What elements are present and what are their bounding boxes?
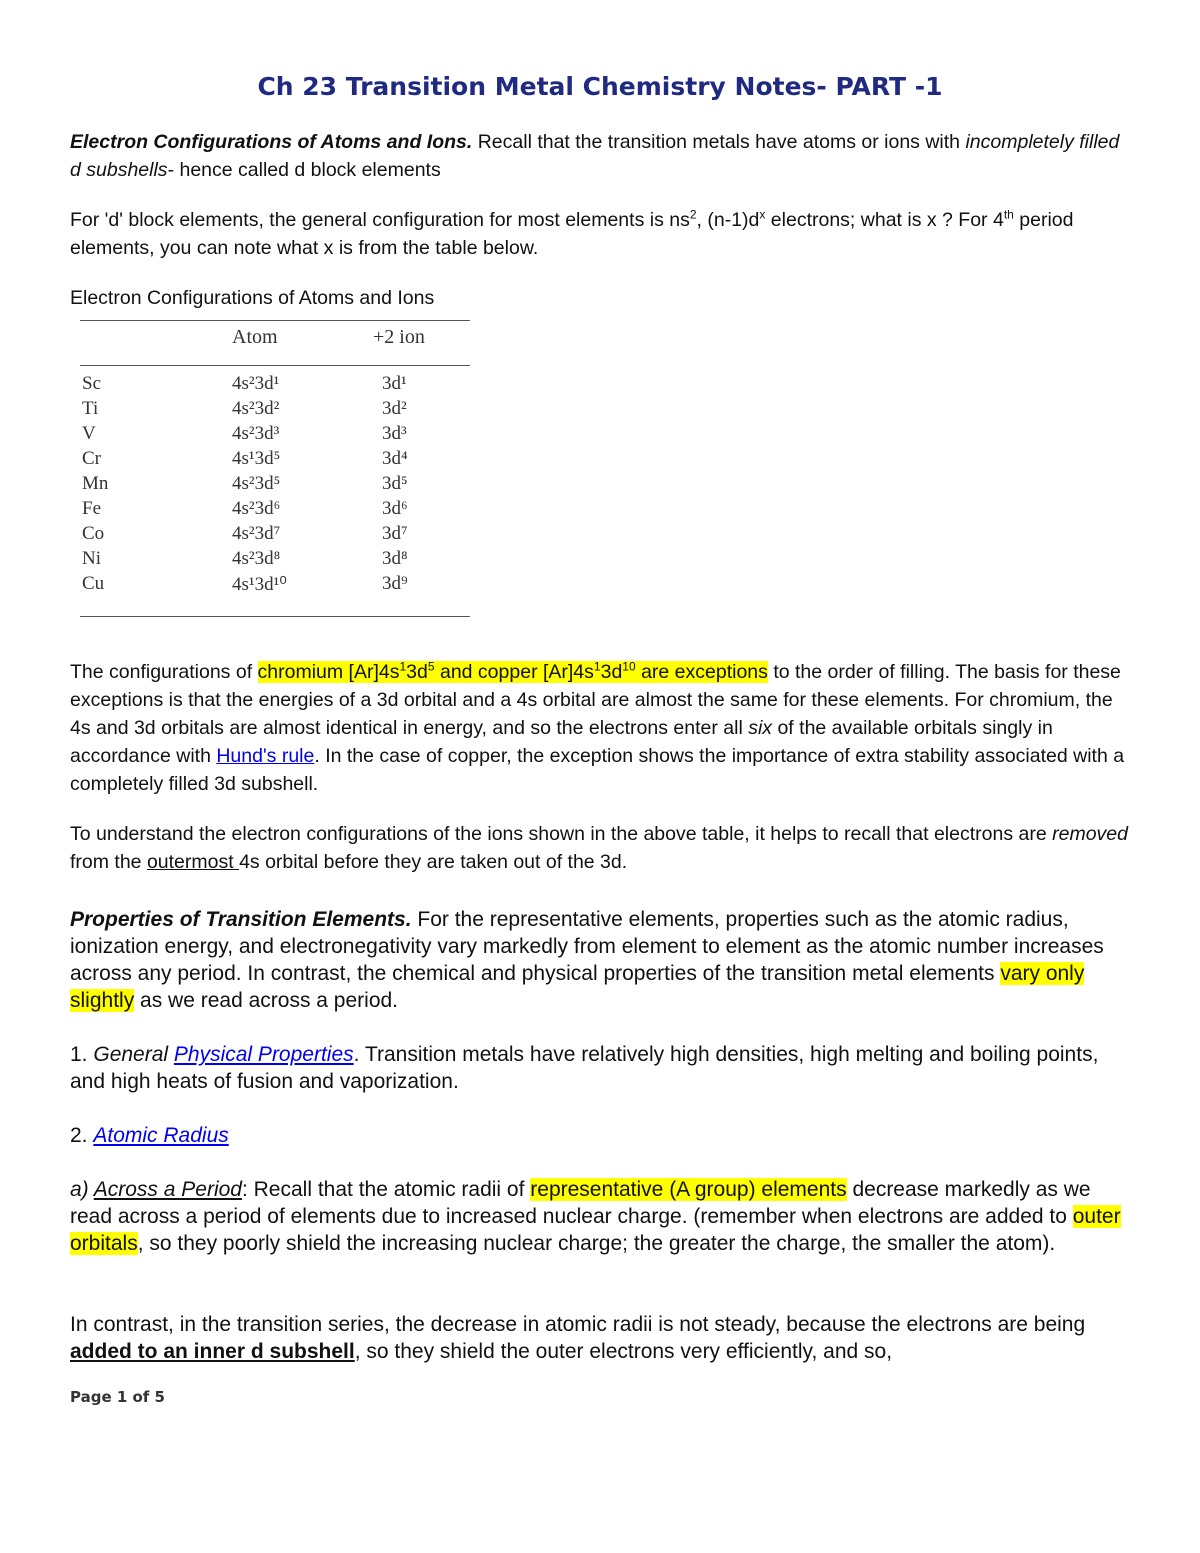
atom-config-cell: 4s²3d⁷ [232,523,281,544]
atom-config-cell: 4s²3d³ [232,423,280,444]
table-header-rule [80,365,470,366]
table-row [80,523,480,548]
ion-config-cell: 3d⁵ [382,473,408,494]
table-header-ion: +2 ion [373,326,425,348]
element-cell: Ti [82,398,99,419]
table-row [80,398,480,423]
atom-config-cell: 4s²3d² [232,398,280,419]
element-cell: Fe [82,498,101,519]
properties-heading: Properties of Transition Elements. [70,908,412,931]
element-cell: Co [82,523,105,544]
ion-config-cell: 3d⁹ [382,573,408,594]
element-cell: Cu [82,573,105,594]
atom-config-cell: 4s²3d⁶ [232,498,281,519]
ion-config-cell: 3d³ [382,423,407,444]
ion-config-cell: 3d⁷ [382,523,408,544]
element-cell: Mn [82,473,109,494]
table-row [80,573,480,598]
contrast-paragraph: In contrast, in the transition series, the decrease in atomic radii is not steady, because the electrons are being added to an inner d subshell, so they shield the outer electrons very efficiently, and so, [70,1313,1086,1363]
exceptions-paragraph: The configurations of chromium $[Ar]4s^13d^5$ and copper $[Ar]4s^13d^{10}$ are exceptions to the order of filling. The basis for these exceptions is that the energies of a 3d orbital and a 4s orbital are almost the same for these elements. For chromium, the 4s and 3d orbitals are almost identical in energy, and so the electrons enter all six of the available orbitals singly in accordance with Hund's rule. In the case of copper, the exception shows the importance of extra stability associated with a completely filled 3d subshell. [70,659,1125,795]
table-top-rule [80,320,470,321]
ion-config-cell: 3d² [382,398,407,419]
atom-config-cell: 4s²3d⁵ [232,473,281,494]
exceptions-highlight: chromium $[Ar]4s^13d^5$ and copper $[Ar]4s^13d^{10}$ are exceptions [257,659,768,683]
physical-properties-link[interactable]: Physical Properties [173,1043,354,1066]
atomic-radius-heading: 2. Atomic Radius [70,1124,229,1147]
ion-config-cell: 3d⁸ [382,548,408,569]
table-row [80,423,480,448]
page-title: Ch 23 Transition Metal Chemistry Notes- PART -1 [257,72,943,101]
atom-config-cell: 4s¹3d¹⁰ [232,574,287,595]
table-row [80,473,480,498]
element-cell: Sc [82,373,101,394]
intro-paragraph: Electron Configurations of Atoms and Ions. Recall that the transition metals have atoms or ions with incompletely filled d subshells- hence called d block elements [70,131,1120,181]
atom-config-cell: 4s²3d¹ [232,373,280,394]
atom-config-cell: 4s¹3d⁵ [232,448,281,469]
page-number: Page 1 of 5 [70,1388,165,1406]
properties-paragraph: Properties of Transition Elements. For the representative elements, properties such as the atomic radius, ionization energy, and electronegativity vary markedly from element to element as the atomic number increases across any period. In contrast, the chemical and physical properties of the transition metal elements vary only slightly as we read across a period. [70,908,1104,1012]
ion-config-cell: 3d⁶ [382,498,408,519]
intro-heading: Electron Configurations of Atoms and Ions. [70,131,473,153]
atomic-radius-link[interactable]: Atomic Radius [93,1124,229,1147]
config-paragraph: For 'd' block elements, the general configuration for most elements is $ns^2$, $(n-1)d^x$ electrons; what is x ? For 4th period elements, you can note what x is from the table below. [70,207,1074,259]
element-cell: Ni [82,548,101,569]
table-bottom-rule [80,616,470,617]
table-row [80,548,480,573]
table-header-atom: Atom [232,326,278,348]
element-cell: Cr [82,448,101,469]
across-period-paragraph: a) Across a Period: Recall that the atomic radii of representative (A group) elements decrease markedly as we read across a period of elements due to increased nuclear charge. (remember when electrons are added to outer orbitals, so they poorly shield the increasing nuclear charge; the greater the charge, the smaller the atom). [70,1178,1121,1255]
ion-config-cell: 3d¹ [382,373,407,394]
element-cell: V [82,423,96,444]
hunds-rule-link[interactable]: Hund's rule [216,745,315,767]
table-row [80,448,480,473]
atom-config-cell: 4s²3d⁸ [232,548,281,569]
ions-paragraph: To understand the electron configurations of the ions shown in the above table, it helps to recall that electrons are removed from the outermost 4s orbital before they are taken out of the 3d. [70,823,1128,873]
table-caption: Electron Configurations of Atoms and Ions [70,287,435,309]
ion-config-cell: 3d⁴ [382,448,408,469]
table-row [80,498,480,523]
physical-properties-paragraph: 1. General Physical Properties. Transition metals have relatively high densities, high melting and boiling points, and high heats of fusion and vaporization. [70,1043,1099,1093]
table-row [80,373,480,398]
